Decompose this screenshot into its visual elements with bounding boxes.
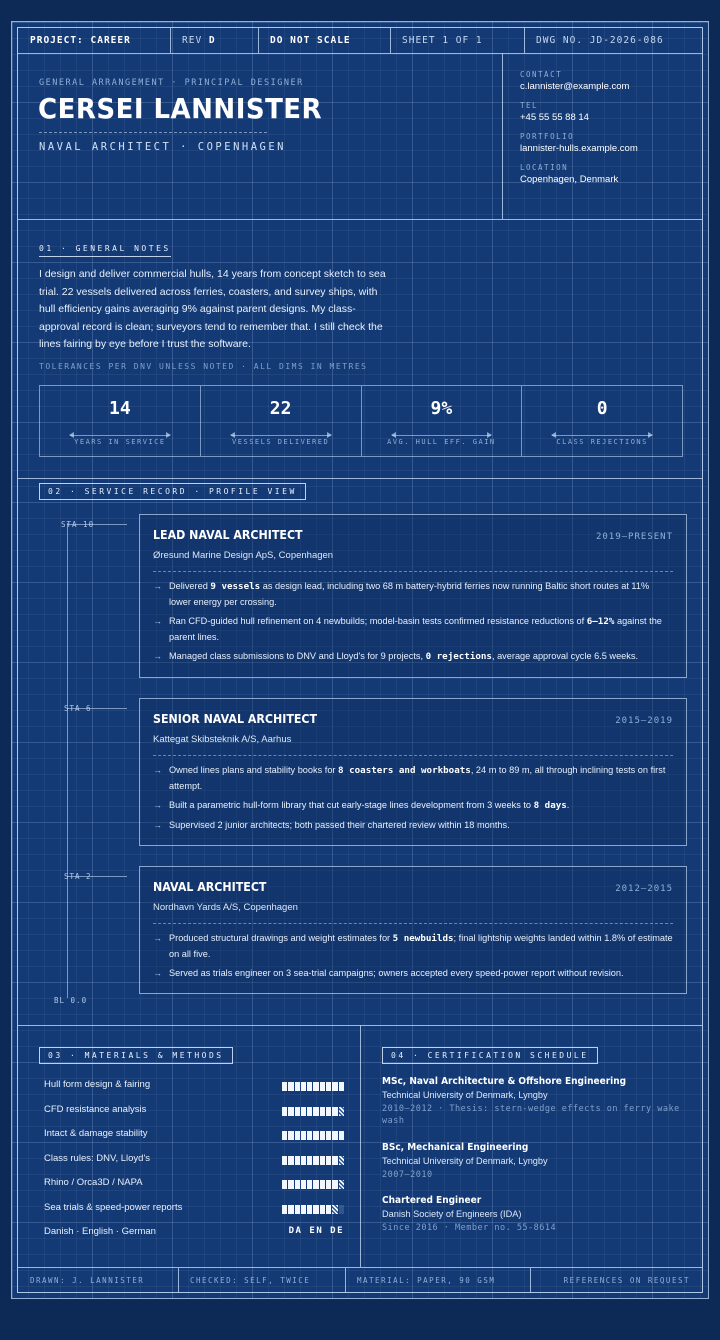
skill-bar-segment bbox=[301, 1156, 306, 1165]
skill-level-bar bbox=[282, 1082, 344, 1091]
skill-bar-segment bbox=[332, 1180, 337, 1189]
skill-row bbox=[44, 1079, 344, 1095]
stat-value: 0 bbox=[596, 398, 608, 419]
skill-bar-segment bbox=[326, 1156, 331, 1165]
skill-name: Intact & damage stability bbox=[44, 1128, 148, 1139]
skill-bar-segment bbox=[339, 1131, 344, 1140]
skill-bar-segment bbox=[326, 1107, 331, 1116]
skill-bar-segment bbox=[339, 1082, 344, 1091]
skill-bar-segment bbox=[288, 1131, 293, 1140]
skill-bar-segment bbox=[326, 1180, 331, 1189]
footer-drawn: DRAWN: J. LANNISTER bbox=[30, 1276, 145, 1285]
skill-name: CFD resistance analysis bbox=[44, 1103, 147, 1115]
cert-note: 2007–2010 bbox=[382, 1170, 433, 1180]
skill-bar-segment bbox=[288, 1107, 293, 1116]
job-bullet: → Owned lines plans and stability books for 8 coasters and workboats, 24 m to 89 m, all through inclining tests on first attempt. bbox=[153, 763, 673, 794]
job-card bbox=[139, 698, 687, 846]
job-bullet: → Managed class submissions to DNV and Lloyd's for 9 projects, 0 rejections, average approval cycle 6.5 weeks. bbox=[153, 649, 673, 665]
rev-cell bbox=[170, 28, 258, 53]
skill-bar-segment bbox=[282, 1131, 287, 1140]
skill-bar-segment bbox=[332, 1205, 337, 1214]
cert-institution: Technical University of Denmark, Lyngby bbox=[382, 1090, 548, 1100]
skill-name: Sea trials & speed-power reports bbox=[44, 1201, 183, 1213]
skill-bar-segment bbox=[288, 1180, 293, 1189]
skill-bar-segment bbox=[307, 1205, 312, 1214]
person-subtitle: NAVAL ARCHITECT · COPENHAGEN bbox=[39, 141, 287, 153]
job-dates: 2015–2019 bbox=[615, 716, 673, 726]
notes-heading: 01 · GENERAL NOTES bbox=[39, 244, 171, 257]
sheet-number: SHEET 1 OF 1 bbox=[402, 35, 483, 46]
skill-bar-segment bbox=[320, 1107, 325, 1116]
dimension-arrow bbox=[231, 435, 331, 436]
contact-phone[interactable]: +45 55 55 88 14 bbox=[520, 112, 589, 123]
skill-bar-segment bbox=[288, 1205, 293, 1214]
skill-bar-segment bbox=[288, 1156, 293, 1165]
footer-checked: CHECKED: SELF, TWICE bbox=[190, 1276, 311, 1285]
skill-level-bar bbox=[282, 1180, 344, 1189]
skill-bar-segment bbox=[295, 1131, 300, 1140]
dimension-arrow bbox=[392, 435, 492, 436]
job-bullet: → Built a parametric hull-form library that cut early-stage lines development from 3 weeks to 8 days. bbox=[153, 798, 673, 814]
skill-bar-segment bbox=[313, 1082, 318, 1091]
job-divider bbox=[153, 923, 673, 924]
skill-bar-segment bbox=[332, 1131, 337, 1140]
station-tick bbox=[67, 708, 127, 709]
stat-years bbox=[40, 386, 201, 456]
cert-item bbox=[382, 1195, 682, 1234]
stat-label: CLASS REJECTIONS bbox=[556, 438, 648, 446]
cert-institution: Technical University of Denmark, Lyngby bbox=[382, 1156, 548, 1166]
skill-bar-segment bbox=[307, 1107, 312, 1116]
stat-label: AVG. HULL EFF. GAIN bbox=[387, 438, 496, 446]
station-tick bbox=[67, 876, 127, 877]
skill-level-bar bbox=[282, 1205, 344, 1214]
languages: Danish · English · German bbox=[44, 1226, 156, 1237]
station-10: STA 10 bbox=[61, 520, 95, 529]
skill-name: Class rules: DNV, Lloyd's bbox=[44, 1152, 151, 1164]
footer-material: MATERIAL: PAPER, 90 GSM bbox=[357, 1276, 496, 1285]
project-value: CAREER bbox=[90, 35, 131, 46]
job-dates: 2012–2015 bbox=[615, 884, 673, 894]
skill-bar-segment bbox=[282, 1205, 287, 1214]
cert-item bbox=[382, 1142, 682, 1181]
notes-body: I design and deliver commercial hulls, 14 years from concept sketch to sea trial. 22 vessels delivered across ferries, coasters, and survey ships, with hull efficiency gains averaging 9% against parent designs. My class-approval record is clean; surveyors tend to remember that. I still check the lines fairing by eye before I trust the software. bbox=[39, 268, 386, 350]
dimension-arrow bbox=[70, 435, 170, 436]
job-card bbox=[139, 514, 687, 678]
rev-label: REV bbox=[182, 35, 203, 46]
skill-name: Hull form design & fairing bbox=[44, 1079, 151, 1090]
skill-bar-segment bbox=[301, 1107, 306, 1116]
skill-row bbox=[44, 1104, 344, 1120]
location-label: LOCATION bbox=[520, 163, 569, 172]
stats-panel bbox=[39, 385, 683, 457]
skill-bar-segment bbox=[332, 1082, 337, 1091]
skill-bar-segment bbox=[301, 1205, 306, 1214]
skill-bar-segment bbox=[339, 1107, 344, 1116]
skill-bar-segment bbox=[320, 1205, 325, 1214]
cert-item bbox=[382, 1076, 682, 1127]
skill-row bbox=[44, 1128, 344, 1144]
skill-bar-segment bbox=[282, 1156, 287, 1165]
skill-level-bar bbox=[282, 1107, 344, 1116]
job-title: NAVAL ARCHITECT bbox=[153, 880, 267, 894]
skill-bar-segment bbox=[339, 1180, 344, 1189]
skill-bar-segment bbox=[307, 1156, 312, 1165]
skill-bar-segment bbox=[313, 1180, 318, 1189]
baseline-label: BL 0.0 bbox=[54, 996, 88, 1005]
skill-bar-segment bbox=[332, 1107, 337, 1116]
skill-bar-segment bbox=[326, 1082, 331, 1091]
skill-bar-segment bbox=[301, 1082, 306, 1091]
skill-bar-segment bbox=[320, 1131, 325, 1140]
station-tick bbox=[67, 524, 127, 525]
skill-level-bar bbox=[282, 1156, 344, 1165]
footer-references: REFERENCES ON REQUEST bbox=[563, 1276, 690, 1285]
skill-bar-segment bbox=[288, 1082, 293, 1091]
job-bullets bbox=[153, 763, 673, 837]
tolerance-note: TOLERANCES PER DNV UNLESS NOTED · ALL DIMS IN METRES bbox=[39, 362, 368, 371]
skill-bar-segment bbox=[332, 1156, 337, 1165]
job-divider bbox=[153, 571, 673, 572]
job-bullets bbox=[153, 931, 673, 986]
project-cell bbox=[18, 28, 170, 53]
skill-bar-segment bbox=[313, 1205, 318, 1214]
blueprint-sheet bbox=[11, 21, 709, 1299]
language-codes: DA EN DE bbox=[288, 1226, 344, 1236]
skill-row bbox=[44, 1153, 344, 1169]
skill-bar-segment bbox=[307, 1082, 312, 1091]
scale-cell bbox=[258, 28, 390, 53]
skill-bar-segment bbox=[282, 1180, 287, 1189]
job-bullet: → Supervised 2 junior architects; both passed their chartered review within 18 months. bbox=[153, 818, 673, 834]
project-label: PROJECT: bbox=[30, 35, 84, 46]
footer bbox=[18, 1268, 702, 1293]
cert-institution: Danish Society of Engineers (IDA) bbox=[382, 1209, 522, 1219]
skill-bar-segment bbox=[301, 1131, 306, 1140]
job-bullet: → Produced structural drawings and weight estimates for 5 newbuilds; final lightship weights landed within 1.8% of estimate on all five. bbox=[153, 931, 673, 962]
job-company: Nordhavn Yards A/S, Copenhagen bbox=[153, 902, 298, 913]
skill-level-bar bbox=[282, 1131, 344, 1140]
rev-value: D bbox=[208, 35, 216, 46]
skill-bar-segment bbox=[295, 1205, 300, 1214]
job-card bbox=[139, 866, 687, 994]
skill-bar-segment bbox=[313, 1156, 318, 1165]
job-divider bbox=[153, 755, 673, 756]
baseline-axis bbox=[67, 523, 68, 998]
stat-label: VESSELS DELIVERED bbox=[232, 438, 330, 446]
languages-row bbox=[44, 1226, 344, 1242]
service-heading: 02 · SERVICE RECORD · PROFILE VIEW bbox=[39, 483, 306, 500]
certs-heading: 04 · CERTIFICATION SCHEDULE bbox=[382, 1047, 598, 1064]
skill-bar-segment bbox=[307, 1180, 312, 1189]
portfolio-link[interactable]: lannister-hulls.example.com bbox=[520, 143, 638, 154]
contact-email[interactable]: c.lannister@example.com bbox=[520, 81, 630, 92]
scale-note: DO NOT SCALE bbox=[270, 35, 351, 46]
station-2: STA 2 bbox=[64, 872, 92, 881]
skill-bar-segment bbox=[313, 1107, 318, 1116]
drawing-border bbox=[17, 27, 703, 1293]
person-name: CERSEI LANNISTER bbox=[38, 92, 323, 125]
tel-label: TEL bbox=[520, 101, 539, 110]
skill-name: Rhino / Orca3D / NAPA bbox=[44, 1177, 143, 1188]
cert-note: 2010–2012 · Thesis: stern-wedge effects on ferry wake wash bbox=[382, 1104, 680, 1126]
stat-rejections bbox=[522, 386, 682, 456]
skill-bar-segment bbox=[339, 1156, 344, 1165]
stat-value: 14 bbox=[109, 398, 131, 419]
cert-note: Since 2016 · Member no. 55-8614 bbox=[382, 1223, 557, 1233]
title-block bbox=[18, 28, 702, 53]
job-dates: 2019–PRESENT bbox=[595, 532, 673, 542]
skill-bar-segment bbox=[295, 1180, 300, 1189]
contact-label: CONTACT bbox=[520, 70, 563, 79]
skill-bar-segment bbox=[301, 1180, 306, 1189]
cert-title: MSc, Naval Architecture & Offshore Engineering bbox=[382, 1076, 627, 1087]
portfolio-label: PORTFOLIO bbox=[520, 132, 575, 141]
job-title: SENIOR NAVAL ARCHITECT bbox=[153, 712, 318, 726]
contact-block bbox=[520, 70, 700, 185]
skill-bar-segment bbox=[307, 1131, 312, 1140]
skill-bar-segment bbox=[339, 1205, 344, 1214]
materials-heading: 03 · MATERIALS & METHODS bbox=[39, 1047, 233, 1064]
job-company: Kattegat Skibsteknik A/S, Aarhus bbox=[153, 734, 292, 745]
skill-bar-segment bbox=[326, 1205, 331, 1214]
skill-bar-segment bbox=[295, 1156, 300, 1165]
stat-value: 9% bbox=[430, 398, 453, 419]
dimension-arrow bbox=[552, 435, 652, 436]
job-company: Øresund Marine Design ApS, Copenhagen bbox=[153, 550, 334, 561]
job-bullet: → Delivered 9 vessels as design lead, including two 68 m battery-hybrid ferries now running Baltic short routes at 11% lower energy per crossing. bbox=[153, 579, 673, 610]
job-bullet: → Ran CFD-guided hull refinement on 4 newbuilds; model-basin tests confirmed resistance reductions of 6–12% against the parent lines. bbox=[153, 614, 673, 645]
dwg-cell bbox=[524, 28, 704, 53]
skill-row bbox=[44, 1177, 344, 1193]
skill-row bbox=[44, 1202, 344, 1218]
job-bullets bbox=[153, 579, 673, 669]
stat-vessels bbox=[201, 386, 362, 456]
header-eyebrow: GENERAL ARRANGEMENT · PRINCIPAL DESIGNER bbox=[39, 78, 304, 88]
cert-title: BSc, Mechanical Engineering bbox=[382, 1142, 529, 1153]
skill-bar-segment bbox=[282, 1082, 287, 1091]
cert-title: Chartered Engineer bbox=[382, 1195, 482, 1206]
skill-bar-segment bbox=[320, 1082, 325, 1091]
skill-bar-segment bbox=[282, 1107, 287, 1116]
job-title: LEAD NAVAL ARCHITECT bbox=[153, 528, 303, 542]
stat-efficiency bbox=[362, 386, 523, 456]
contact-location: Copenhagen, Denmark bbox=[520, 174, 619, 185]
skill-bar-segment bbox=[326, 1131, 331, 1140]
stat-value: 22 bbox=[269, 398, 292, 419]
skill-bar-segment bbox=[320, 1156, 325, 1165]
name-underline bbox=[39, 132, 267, 133]
skill-bar-segment bbox=[320, 1180, 325, 1189]
stat-label: YEARS IN SERVICE bbox=[74, 438, 166, 446]
job-bullet: → Served as trials engineer on 3 sea-trial campaigns; owners accepted every speed-power report without revision. bbox=[153, 966, 673, 982]
skill-bar-segment bbox=[295, 1107, 300, 1116]
skill-bar-segment bbox=[295, 1082, 300, 1091]
sheet-cell bbox=[390, 28, 524, 53]
skill-bar-segment bbox=[313, 1131, 318, 1140]
station-6: STA 6 bbox=[64, 704, 92, 713]
drawing-number: DWG NO. JD-2026-086 bbox=[536, 35, 664, 46]
